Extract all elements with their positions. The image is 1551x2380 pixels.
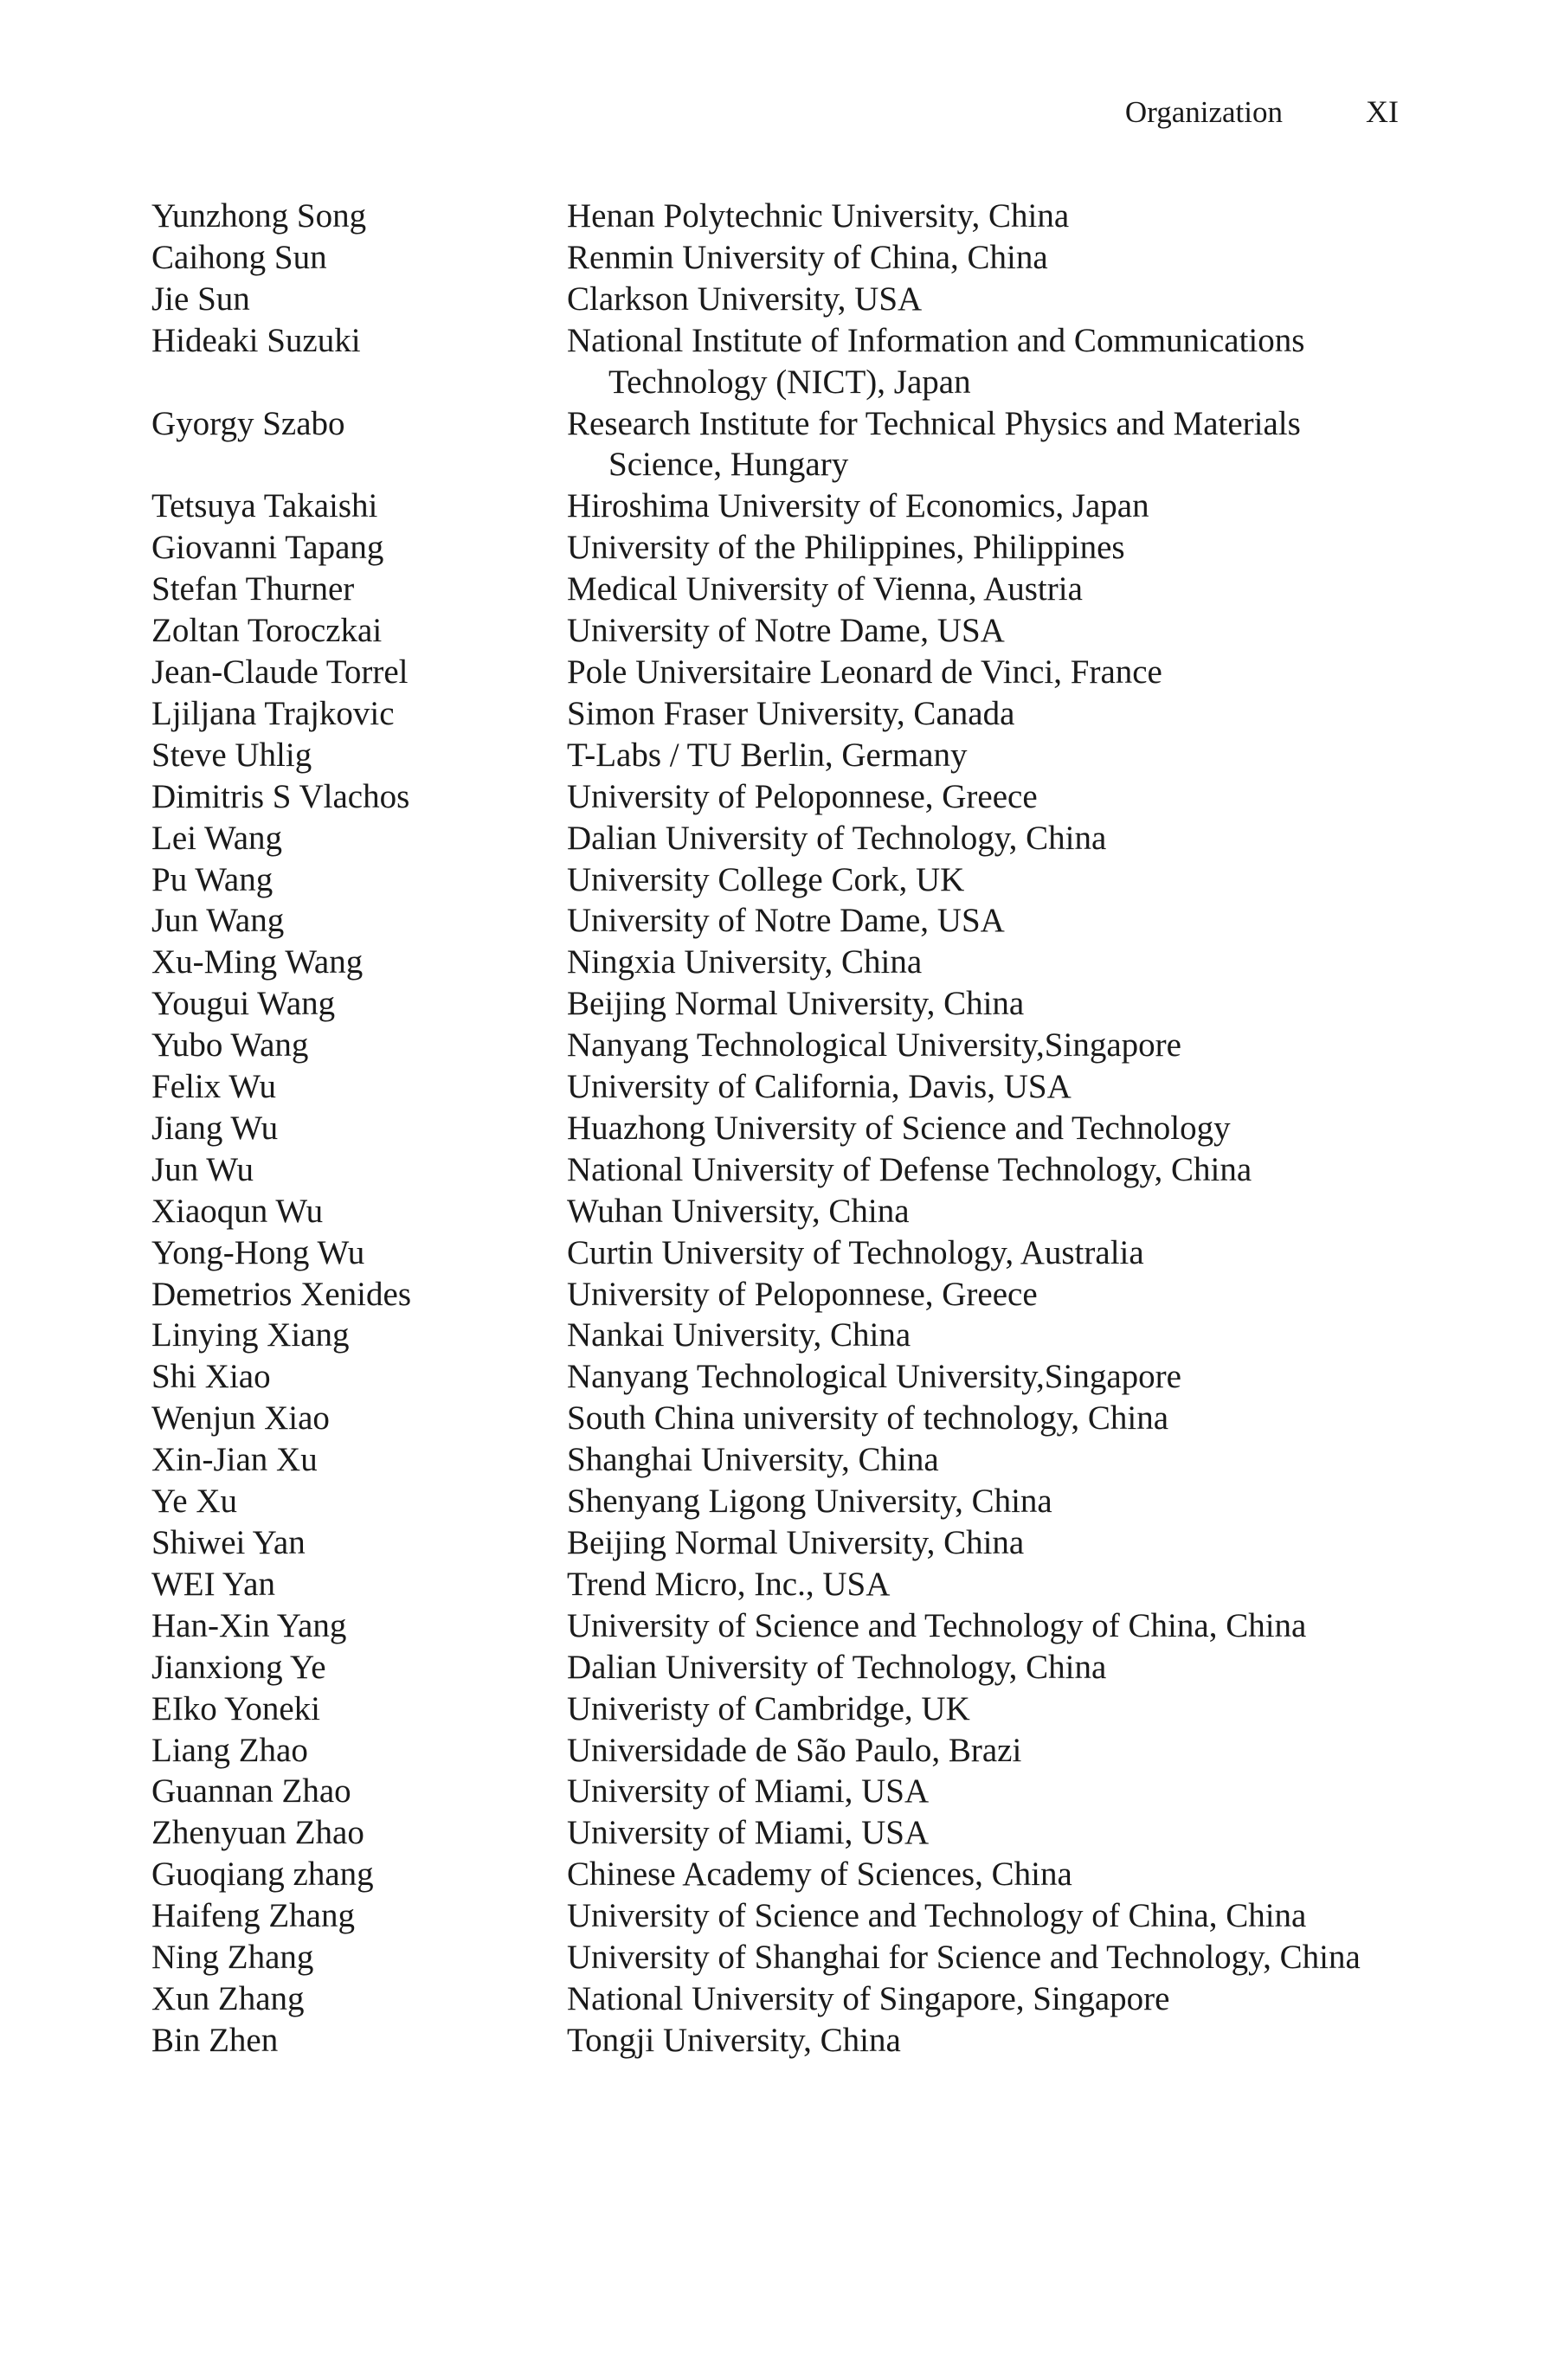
list-item bbox=[151, 1730, 1415, 1772]
list-item bbox=[151, 527, 1415, 569]
list-item bbox=[151, 1315, 1415, 1356]
member-name: Zoltan Toroczkai bbox=[151, 612, 383, 650]
list-item bbox=[151, 776, 1415, 818]
list-item bbox=[151, 2020, 1415, 2062]
list-item bbox=[151, 1481, 1415, 1522]
member-name: Xiaoqun Wu bbox=[151, 1192, 324, 1230]
list-item bbox=[151, 1191, 1415, 1232]
member-affiliation: Hiroshima University of Economics, Japan bbox=[567, 487, 1149, 525]
member-affiliation: National Institute of Information and Communications Technology (NICT), Japan bbox=[567, 321, 1305, 401]
member-name: Guannan Zhao bbox=[151, 1772, 351, 1811]
member-name: Felix Wu bbox=[151, 1068, 276, 1106]
member-affiliation: University of Science and Technology of China, China bbox=[567, 1897, 1307, 1935]
list-item bbox=[151, 942, 1415, 983]
member-name: Xin-Jian Xu bbox=[151, 1441, 318, 1479]
list-item bbox=[151, 1689, 1415, 1730]
member-name: Xun Zhang bbox=[151, 1979, 305, 2017]
member-affiliation: University College Cork, UK bbox=[567, 860, 965, 898]
list-item bbox=[151, 1232, 1415, 1274]
member-name: Caihong Sun bbox=[151, 238, 327, 276]
member-affiliation: South China university of technology, China bbox=[567, 1399, 1169, 1438]
member-affiliation: Huazhong University of Science and Technology bbox=[567, 1109, 1231, 1147]
member-affiliation: Renmin University of China, China bbox=[567, 238, 1048, 276]
list-item bbox=[151, 279, 1415, 320]
member-affiliation: University of Peloponnese, Greece bbox=[567, 1275, 1038, 1313]
list-item bbox=[151, 320, 1415, 403]
member-affiliation: University of California, Davis, USA bbox=[567, 1068, 1072, 1106]
list-item bbox=[151, 1854, 1415, 1895]
member-name: Zhenyuan Zhao bbox=[151, 1814, 364, 1852]
organization-list bbox=[151, 196, 1415, 2062]
list-item bbox=[151, 486, 1415, 527]
member-name: Steve Uhlig bbox=[151, 736, 312, 774]
member-affiliation: Nanyang Technological University,Singapore bbox=[567, 1358, 1181, 1396]
member-affiliation: University of Shanghai for Science and Technology, China bbox=[567, 1939, 1361, 1977]
member-name: Yougui Wang bbox=[151, 985, 336, 1023]
list-item bbox=[151, 1978, 1415, 2020]
member-affiliation: Clarkson University, USA bbox=[567, 280, 923, 318]
member-affiliation: T-Labs / TU Berlin, Germany bbox=[567, 736, 968, 774]
list-item bbox=[151, 1025, 1415, 1066]
member-affiliation: Henan Polytechnic University, China bbox=[567, 197, 1070, 235]
member-name: Hideaki Suzuki bbox=[151, 321, 361, 359]
member-affiliation: Univeristy of Cambridge, UK bbox=[567, 1689, 970, 1727]
list-item bbox=[151, 1771, 1415, 1812]
member-name: WEI Yan bbox=[151, 1565, 275, 1603]
member-affiliation: University of Miami, USA bbox=[567, 1814, 930, 1852]
member-affiliation: Trend Micro, Inc., USA bbox=[567, 1565, 891, 1603]
member-affiliation: Chinese Academy of Sciences, China bbox=[567, 1856, 1072, 1894]
page-number: XI bbox=[1366, 94, 1399, 129]
member-name: Haifeng Zhang bbox=[151, 1897, 355, 1935]
member-name: Demetrios Xenides bbox=[151, 1275, 412, 1313]
member-affiliation: Beijing Normal University, China bbox=[567, 1524, 1025, 1561]
member-name: Shi Xiao bbox=[151, 1358, 271, 1396]
list-item bbox=[151, 1439, 1415, 1481]
member-affiliation: Research Institute for Technical Physics and Materials Science, Hungary bbox=[567, 404, 1301, 484]
member-affiliation: Universidade de São Paulo, Brazi bbox=[567, 1731, 1022, 1769]
member-name: Ning Zhang bbox=[151, 1939, 314, 1977]
member-name: Jianxiong Ye bbox=[151, 1648, 326, 1686]
list-item bbox=[151, 1605, 1415, 1647]
member-name: Jun Wu bbox=[151, 1150, 254, 1188]
member-name: EIko Yoneki bbox=[151, 1689, 321, 1727]
member-name: Jun Wang bbox=[151, 902, 285, 940]
list-item bbox=[151, 900, 1415, 942]
member-name: Stefan Thurner bbox=[151, 570, 355, 608]
list-item bbox=[151, 1108, 1415, 1149]
member-affiliation: University of the Philippines, Philippines bbox=[567, 529, 1125, 567]
member-name: Pu Wang bbox=[151, 860, 274, 898]
member-affiliation: Nanyang Technological University,Singapore bbox=[567, 1026, 1181, 1065]
member-name: Jean-Claude Torrel bbox=[151, 653, 409, 691]
list-item bbox=[151, 1356, 1415, 1398]
member-affiliation: Pole Universitaire Leonard de Vinci, France bbox=[567, 653, 1162, 691]
member-name: Han-Xin Yang bbox=[151, 1606, 347, 1644]
member-affiliation: Shenyang Ligong University, China bbox=[567, 1483, 1052, 1521]
member-name: Lei Wang bbox=[151, 819, 283, 857]
member-affiliation: Dalian University of Technology, China bbox=[567, 819, 1107, 857]
member-name: Yubo Wang bbox=[151, 1026, 309, 1065]
member-name: Dimitris S Vlachos bbox=[151, 777, 410, 815]
list-item bbox=[151, 1398, 1415, 1439]
list-item bbox=[151, 1066, 1415, 1108]
member-name: Wenjun Xiao bbox=[151, 1399, 330, 1438]
member-affiliation: Simon Fraser University, Canada bbox=[567, 694, 1015, 732]
member-name: Jiang Wu bbox=[151, 1109, 279, 1147]
list-item bbox=[151, 1937, 1415, 1978]
member-affiliation: University of Notre Dame, USA bbox=[567, 902, 1005, 940]
list-item bbox=[151, 1522, 1415, 1564]
list-item bbox=[151, 1564, 1415, 1605]
list-item bbox=[151, 1647, 1415, 1689]
member-affiliation: University of Notre Dame, USA bbox=[567, 612, 1005, 650]
member-name: Tetsuya Takaishi bbox=[151, 487, 378, 525]
member-affiliation: University of Peloponnese, Greece bbox=[567, 777, 1038, 815]
list-item bbox=[151, 693, 1415, 735]
list-item bbox=[151, 735, 1415, 776]
list-item bbox=[151, 859, 1415, 901]
list-item bbox=[151, 237, 1415, 279]
list-item bbox=[151, 1812, 1415, 1854]
section-title: Organization bbox=[1124, 95, 1283, 129]
member-name: Jie Sun bbox=[151, 280, 250, 318]
member-affiliation: Medical University of Vienna, Austria bbox=[567, 570, 1083, 608]
member-name: Giovanni Tapang bbox=[151, 529, 384, 567]
member-affiliation: Beijing Normal University, China bbox=[567, 985, 1025, 1023]
list-item bbox=[151, 1149, 1415, 1191]
list-item bbox=[151, 403, 1415, 486]
member-name: Bin Zhen bbox=[151, 2021, 279, 2059]
member-name: Linying Xiang bbox=[151, 1316, 350, 1354]
member-name: Yunzhong Song bbox=[151, 197, 367, 235]
member-affiliation: Wuhan University, China bbox=[567, 1192, 910, 1230]
member-name: Gyorgy Szabo bbox=[151, 404, 345, 442]
member-affiliation: University of Miami, USA bbox=[567, 1772, 930, 1811]
list-item bbox=[151, 1895, 1415, 1937]
list-item bbox=[151, 652, 1415, 693]
list-item bbox=[151, 818, 1415, 859]
member-name: Yong-Hong Wu bbox=[151, 1233, 365, 1271]
list-item bbox=[151, 983, 1415, 1025]
member-affiliation: National University of Singapore, Singapore bbox=[567, 1979, 1170, 2017]
list-item bbox=[151, 1274, 1415, 1315]
member-name: Ljiljana Trajkovic bbox=[151, 694, 395, 732]
list-item bbox=[151, 196, 1415, 237]
member-affiliation: Shanghai University, China bbox=[567, 1441, 939, 1479]
list-item bbox=[151, 569, 1415, 610]
member-affiliation: Nankai University, China bbox=[567, 1316, 911, 1354]
running-header bbox=[1125, 93, 1399, 130]
member-affiliation: National University of Defense Technology, China bbox=[567, 1150, 1252, 1188]
member-affiliation: Curtin University of Technology, Australia bbox=[567, 1233, 1144, 1271]
list-item bbox=[151, 610, 1415, 652]
member-affiliation: Ningxia University, China bbox=[567, 943, 923, 981]
member-affiliation: Dalian University of Technology, China bbox=[567, 1648, 1107, 1686]
member-affiliation: University of Science and Technology of China, China bbox=[567, 1606, 1307, 1644]
member-name: Shiwei Yan bbox=[151, 1524, 306, 1561]
member-name: Liang Zhao bbox=[151, 1731, 308, 1769]
member-name: Guoqiang zhang bbox=[151, 1856, 374, 1894]
member-affiliation: Tongji University, China bbox=[567, 2021, 901, 2059]
member-name: Ye Xu bbox=[151, 1483, 237, 1521]
member-name: Xu-Ming Wang bbox=[151, 943, 364, 981]
